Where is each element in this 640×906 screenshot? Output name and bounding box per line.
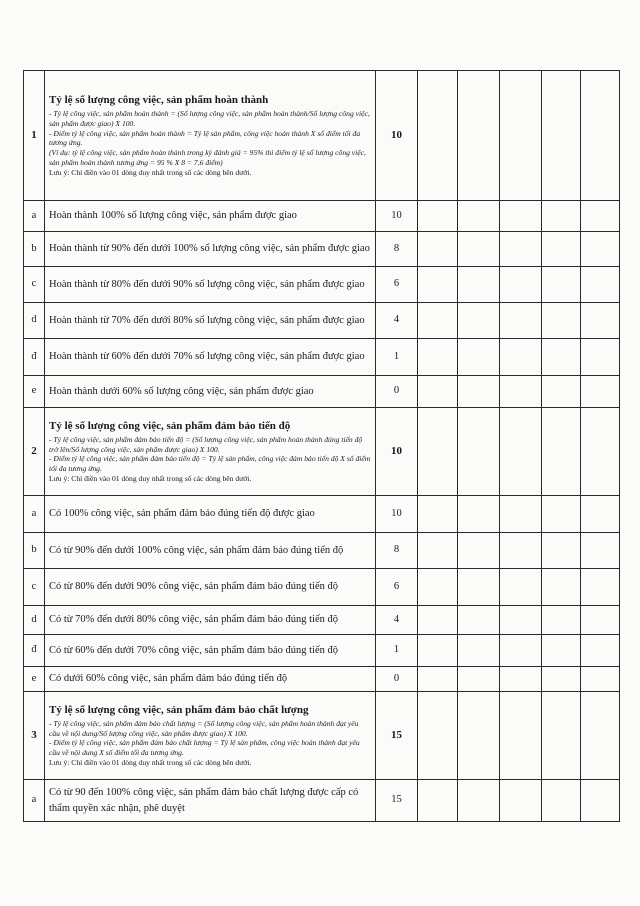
option-text: Hoàn thành từ 60% đến dưới 70% số lượng công việc, sản phẩm được giao xyxy=(45,339,376,376)
section-max-score: 10 xyxy=(376,408,418,496)
option-blank-cell[interactable] xyxy=(542,201,581,232)
option-row xyxy=(24,496,620,533)
section-content xyxy=(45,71,376,201)
option-blank-cell[interactable] xyxy=(542,533,581,569)
section-header-row xyxy=(24,71,620,201)
section-detail-text: - Điểm tỷ lệ công việc, sản phẩm đảm bảo chất lượng = Tỷ lệ sản phẩm, công việc hoàn thành đạt yêu cầu về nội dung X số điểm tối đa tương ứng. xyxy=(49,738,360,758)
option-row xyxy=(24,780,620,822)
option-blank-cell[interactable] xyxy=(418,201,458,232)
option-blank-cell[interactable] xyxy=(581,667,620,692)
option-blank-cell[interactable] xyxy=(418,496,458,533)
option-letter: e xyxy=(24,376,45,408)
option-text: Hoàn thành từ 90% đến dưới 100% số lượng công việc, sản phẩm được giao xyxy=(45,232,376,267)
option-blank-cell[interactable] xyxy=(458,376,500,408)
option-blank-cell[interactable] xyxy=(458,606,500,635)
option-score: 1 xyxy=(376,339,418,376)
option-blank-cell[interactable] xyxy=(418,780,458,822)
option-row xyxy=(24,569,620,606)
section-content xyxy=(45,408,376,496)
option-blank-cell[interactable] xyxy=(581,267,620,303)
option-blank-cell[interactable] xyxy=(418,232,458,267)
option-letter: đ xyxy=(24,339,45,376)
section-blank-cell[interactable] xyxy=(458,692,500,780)
section-note: Lưu ý: Chỉ điền vào 01 dòng duy nhất trong số các dòng bên dưới. xyxy=(49,758,252,768)
option-blank-cell[interactable] xyxy=(581,569,620,606)
option-blank-cell[interactable] xyxy=(542,635,581,667)
option-blank-cell[interactable] xyxy=(458,339,500,376)
option-row xyxy=(24,267,620,303)
option-blank-cell[interactable] xyxy=(500,780,542,822)
section-detail-text: - Tỷ lệ công việc, sản phẩm đảm bảo chất lượng = (Số lượng công việc, sản phẩm hoàn thành đạt yêu cầu về nội dung/Số lượng công việc, sản phẩm được giao) X 100. xyxy=(49,718,359,738)
section-blank-cell[interactable] xyxy=(500,692,542,780)
option-blank-cell[interactable] xyxy=(500,303,542,339)
section-title: Tỷ lệ số lượng công việc, sản phẩm đảm bảo tiến độ xyxy=(49,419,291,432)
section-title: Tỷ lệ số lượng công việc, sản phẩm đảm bảo chất lượng xyxy=(49,703,309,716)
option-text: Có từ 60% đến dưới 70% công việc, sản phẩm đảm bảo đúng tiến độ xyxy=(45,635,376,667)
section-number: 3 xyxy=(24,692,45,780)
option-blank-cell[interactable] xyxy=(542,569,581,606)
option-letter: d xyxy=(24,606,45,635)
section-blank-cell[interactable] xyxy=(458,71,500,201)
option-blank-cell[interactable] xyxy=(542,667,581,692)
option-row xyxy=(24,606,620,635)
section-blank-cell[interactable] xyxy=(542,408,581,496)
section-blank-cell[interactable] xyxy=(581,71,620,201)
section-note: Lưu ý: Chỉ điền vào 01 dòng duy nhất trong số các dòng bên dưới. xyxy=(49,168,252,178)
option-letter: c xyxy=(24,569,45,606)
option-blank-cell[interactable] xyxy=(581,780,620,822)
option-row xyxy=(24,232,620,267)
option-text: Hoàn thành 100% số lượng công việc, sản phẩm được giao xyxy=(45,201,376,232)
option-blank-cell[interactable] xyxy=(542,232,581,267)
option-blank-cell[interactable] xyxy=(500,376,542,408)
option-blank-cell[interactable] xyxy=(418,533,458,569)
option-blank-cell[interactable] xyxy=(581,376,620,408)
option-blank-cell[interactable] xyxy=(542,339,581,376)
option-blank-cell[interactable] xyxy=(500,533,542,569)
option-blank-cell[interactable] xyxy=(458,569,500,606)
section-header-row xyxy=(24,408,620,496)
option-row xyxy=(24,303,620,339)
option-blank-cell[interactable] xyxy=(581,533,620,569)
option-letter: d xyxy=(24,303,45,339)
option-score: 10 xyxy=(376,496,418,533)
option-blank-cell[interactable] xyxy=(458,635,500,667)
option-blank-cell[interactable] xyxy=(458,667,500,692)
option-text: Có dưới 60% công việc, sản phẩm đảm bảo đúng tiến độ xyxy=(45,667,376,692)
option-row xyxy=(24,533,620,569)
option-blank-cell[interactable] xyxy=(458,533,500,569)
option-row xyxy=(24,376,620,408)
option-blank-cell[interactable] xyxy=(458,303,500,339)
option-score: 6 xyxy=(376,267,418,303)
option-blank-cell[interactable] xyxy=(542,496,581,533)
section-blank-cell[interactable] xyxy=(418,71,458,201)
option-blank-cell[interactable] xyxy=(500,635,542,667)
section-blank-cell[interactable] xyxy=(458,408,500,496)
option-text: Hoàn thành từ 70% đến dưới 80% số lượng công việc, sản phẩm được giao xyxy=(45,303,376,339)
section-number: 1 xyxy=(24,71,45,201)
option-blank-cell[interactable] xyxy=(581,496,620,533)
option-letter: a xyxy=(24,496,45,533)
option-blank-cell[interactable] xyxy=(500,201,542,232)
option-text: Có từ 80% đến dưới 90% công việc, sản phẩm đảm bảo đúng tiến độ xyxy=(45,569,376,606)
option-blank-cell[interactable] xyxy=(500,267,542,303)
option-blank-cell[interactable] xyxy=(581,635,620,667)
option-blank-cell[interactable] xyxy=(458,201,500,232)
section-blank-cell[interactable] xyxy=(500,71,542,201)
option-blank-cell[interactable] xyxy=(418,569,458,606)
option-text: Có 100% công việc, sản phẩm đảm bảo đúng tiến độ được giao xyxy=(45,496,376,533)
option-blank-cell[interactable] xyxy=(500,496,542,533)
section-blank-cell[interactable] xyxy=(581,692,620,780)
option-blank-cell[interactable] xyxy=(418,606,458,635)
option-score: 6 xyxy=(376,569,418,606)
section-blank-cell[interactable] xyxy=(542,692,581,780)
section-detail-text: - Tỷ lệ công việc, sản phẩm đảm bảo tiến độ = (Số lượng công việc, sản phẩm hoàn thành đúng tiến độ trở lên/Số lượng công việc, sản phẩm được giao) X 100. xyxy=(49,434,363,454)
option-score: 8 xyxy=(376,232,418,267)
option-score: 8 xyxy=(376,533,418,569)
option-score: 4 xyxy=(376,606,418,635)
option-letter: a xyxy=(24,780,45,822)
option-text: Hoàn thành dưới 60% số lượng công việc, sản phẩm được giao xyxy=(45,376,376,408)
section-header-row xyxy=(24,692,620,780)
option-blank-cell[interactable] xyxy=(418,339,458,376)
option-blank-cell[interactable] xyxy=(500,667,542,692)
option-score: 10 xyxy=(376,201,418,232)
option-blank-cell[interactable] xyxy=(458,232,500,267)
option-blank-cell[interactable] xyxy=(581,339,620,376)
option-blank-cell[interactable] xyxy=(418,376,458,408)
option-row xyxy=(24,667,620,692)
section-max-score: 10 xyxy=(376,71,418,201)
criteria-table xyxy=(23,70,620,822)
option-blank-cell[interactable] xyxy=(542,780,581,822)
option-score: 1 xyxy=(376,635,418,667)
option-letter: đ xyxy=(24,635,45,667)
section-blank-cell[interactable] xyxy=(542,71,581,201)
option-blank-cell[interactable] xyxy=(542,376,581,408)
section-detail-text: (Ví dụ: tỷ lệ công việc, sản phẩm hoàn thành trong kỳ đánh giá = 95% thì điểm tỷ lệ số lượng công việc, sản phẩm hoàn thành tương ứng = 95 % X 8 = 7,6 điểm) xyxy=(49,148,366,168)
option-blank-cell[interactable] xyxy=(542,303,581,339)
section-blank-cell[interactable] xyxy=(418,408,458,496)
option-row xyxy=(24,201,620,232)
option-blank-cell[interactable] xyxy=(542,267,581,303)
section-blank-cell[interactable] xyxy=(581,408,620,496)
option-letter: e xyxy=(24,667,45,692)
option-score: 4 xyxy=(376,303,418,339)
option-letter: a xyxy=(24,201,45,232)
option-letter: c xyxy=(24,267,45,303)
option-text: Có từ 90% đến dưới 100% công việc, sản phẩm đảm bảo đúng tiến độ xyxy=(45,533,376,569)
section-detail-text: - Điểm tỷ lệ công việc, sản phẩm hoàn thành = Tỷ lệ sản phẩm, công việc hoàn thành X số điểm tối đa tương ứng. xyxy=(49,128,361,148)
option-score: 0 xyxy=(376,667,418,692)
section-note: Lưu ý: Chỉ điền vào 01 dòng duy nhất trong số các dòng bên dưới. xyxy=(49,474,252,484)
option-letter: b xyxy=(24,533,45,569)
section-blank-cell[interactable] xyxy=(418,692,458,780)
option-blank-cell[interactable] xyxy=(581,303,620,339)
option-text: Hoàn thành từ 80% đến dưới 90% số lượng công việc, sản phẩm được giao xyxy=(45,267,376,303)
option-letter: b xyxy=(24,232,45,267)
section-number: 2 xyxy=(24,408,45,496)
option-blank-cell[interactable] xyxy=(458,496,500,533)
section-max-score: 15 xyxy=(376,692,418,780)
section-detail-text: - Điểm tỷ lệ công việc, sản phẩm đảm bảo tiến độ = Tỷ lệ sản phẩm, công việc đảm bảo tiến độ X số điểm tối đa tương ứng. xyxy=(49,454,371,474)
option-blank-cell[interactable] xyxy=(581,201,620,232)
option-blank-cell[interactable] xyxy=(458,780,500,822)
option-blank-cell[interactable] xyxy=(500,339,542,376)
option-blank-cell[interactable] xyxy=(418,635,458,667)
option-score: 0 xyxy=(376,376,418,408)
option-blank-cell[interactable] xyxy=(458,267,500,303)
section-content xyxy=(45,692,376,780)
section-detail-text: - Tỷ lệ công việc, sản phẩm hoàn thành = (Số lượng công việc, sản phẩm hoàn thành/Số lượng công việc, sản phẩm được giao) X 100. xyxy=(49,108,370,128)
option-blank-cell[interactable] xyxy=(500,569,542,606)
option-blank-cell[interactable] xyxy=(581,232,620,267)
option-blank-cell[interactable] xyxy=(500,232,542,267)
section-blank-cell[interactable] xyxy=(500,408,542,496)
option-blank-cell[interactable] xyxy=(500,606,542,635)
option-text: Có từ 90 đến 100% công việc, sản phẩm đảm bảo chất lượng được cấp có thẩm quyền xác nhận, phê duyệt xyxy=(45,780,376,822)
option-blank-cell[interactable] xyxy=(418,303,458,339)
option-blank-cell[interactable] xyxy=(418,267,458,303)
section-title: Tỷ lệ số lượng công việc, sản phẩm hoàn thành xyxy=(49,94,269,107)
option-row xyxy=(24,339,620,376)
option-row xyxy=(24,635,620,667)
option-blank-cell[interactable] xyxy=(581,606,620,635)
option-blank-cell[interactable] xyxy=(418,667,458,692)
option-blank-cell[interactable] xyxy=(542,606,581,635)
option-text: Có từ 70% đến dưới 80% công việc, sản phẩm đảm bảo đúng tiến độ xyxy=(45,606,376,635)
option-score: 15 xyxy=(376,780,418,822)
